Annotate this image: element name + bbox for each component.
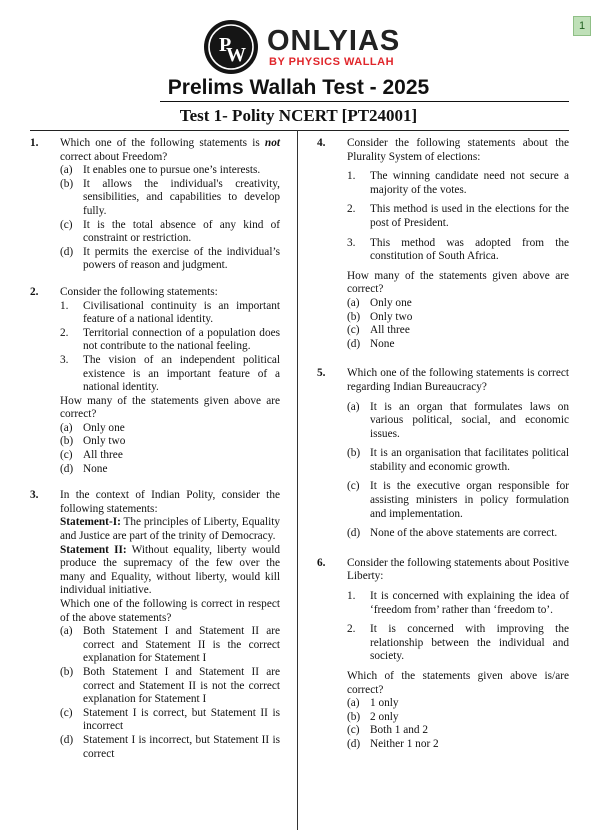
option-label: (b) [347,447,361,460]
question-3 [30,489,280,761]
statement-label: 1. [347,170,356,183]
option-label: (d) [60,462,74,475]
question-number: 5. [317,367,326,380]
option-label: (a) [347,296,360,309]
option-label: (a) [60,164,73,177]
option-label: (a) [60,421,73,434]
option-text: 1 only [370,697,399,710]
page-subtitle: Test 1- Polity NCERT [PT24001] [179,106,418,125]
statement-label: 3. [347,236,356,249]
option-label: (c) [347,480,360,493]
statement-text: The winning candidate need not secure a majority of the votes. [370,170,569,196]
question-5 [317,367,569,541]
option-text: None [83,462,108,475]
option [60,666,280,707]
option-text: It is an organ that formulates laws on various political, social, and economic issues. [370,400,569,440]
option [60,178,280,219]
option [347,480,569,521]
page-number-badge: 1 [573,16,591,36]
option-text: Both Statement I and Statement II are correct and Statement II is the correct explanation for Statement I [83,625,280,665]
option-label: (c) [60,449,73,462]
option [347,724,569,738]
statement-label: 3. [60,353,69,366]
statement [60,300,280,327]
page-title: Prelims Wallah Test - 2025 [167,76,430,99]
statement-label: Statement-I: [60,516,121,529]
question-ask: Which of the statements given above is/are correct? [347,670,569,696]
question-stem: Consider the following statements about Positive Liberty: [347,556,569,583]
stem-part: Which one of the following statements is [60,137,265,149]
title-divider [160,101,569,102]
statement-text: Without equality, liberty would produce the supremacy of the few over the many and Equality, without liberty, would kill individual initiative. [60,543,280,597]
option-label: (a) [347,400,360,413]
option [347,401,569,442]
option-label: (d) [347,337,361,350]
option-label: (d) [60,733,74,746]
option [347,738,569,752]
statement [60,354,280,395]
option-text: All three [83,449,123,462]
statement [347,203,569,230]
option [347,447,569,474]
option-label: (c) [60,706,73,719]
question-ask: How many of the statements given above are correct? [60,394,280,421]
statement-text: Civilisational continuity is an important feature of a national identity. [83,299,280,326]
option [60,164,280,178]
option-text: It allows the individual's creativity, sensibilities, and capabilities to develop fully. [83,177,280,217]
stem-emphasis: not [264,137,280,149]
option-text: Only one [83,421,125,434]
statement-text: Territorial connection of a population does not contribute to the national feeling. [83,326,280,353]
question-stem: In the context of Indian Polity, consider the following statements: [60,489,280,515]
question-ask: Which one of the following is correct in respect of the above statements? [60,598,280,624]
option [347,711,569,725]
question-stem: Consider the following statements: [60,285,218,298]
option-text: Only one [370,296,412,309]
statement-text: The principles of Liberty, Equality and Justice are part of the trinity of Democracy. [60,516,280,543]
option-text: Only two [83,435,126,448]
question-number: 2. [30,285,39,298]
brand-subtitle: BY PHYSICS WALLAH [269,56,395,68]
statement-label: 2. [347,623,356,636]
option [60,435,280,449]
question-1 [30,137,280,273]
question-number: 6. [317,556,326,569]
question-2 [30,286,280,476]
option-label: (a) [347,697,360,710]
option [347,338,569,352]
option [60,707,280,734]
question-stem [60,137,280,164]
question-number: 4. [317,137,326,149]
question-stem: Which one of the following statements is correct regarding Indian Bureaucracy? [347,367,569,393]
option-text: All three [370,324,410,337]
option [347,311,569,325]
option [347,324,569,338]
option-text: It enables one to pursue one’s interests. [83,164,261,177]
question-stem: Consider the following statements about the Plurality System of elections: [347,137,569,163]
option-label: (b) [347,710,361,723]
svg-text:W: W [226,44,246,66]
stem-part: correct about Freedom? [60,150,168,163]
option-label: (a) [60,625,73,638]
option-label: (d) [347,527,361,540]
option [60,463,280,477]
option-text: None [370,337,395,350]
option-label: (c) [347,724,360,737]
statement [347,170,569,197]
question-6 [317,557,569,752]
statement-2 [60,544,280,598]
option-label: (d) [347,737,361,750]
option [60,422,280,436]
option [347,527,569,541]
statement-text: It is concerned with explaining the idea of ‘freedom from’ rather than ‘freedom to’. [370,590,569,616]
option [60,246,280,273]
option-label: (b) [60,435,74,448]
question-number: 1. [30,137,39,149]
statement [347,237,569,264]
option-text: It permits the exercise of the individual’s powers of reason and judgment. [83,245,280,272]
option-text: Only two [370,310,413,323]
option [60,219,280,246]
statement-text: This method was adopted from the constitution of South Africa. [370,236,569,263]
option [60,734,280,761]
option-text: None of the above statements are correct. [370,527,558,540]
option-label: (d) [60,245,74,258]
option-text: Statement I is incorrect, but Statement II is correct [83,733,280,760]
option-text: It is the executive organ responsible for assisting ministers in policy formulation and implementation. [370,480,569,520]
option-text: Both Statement I and Statement II are correct and Statement II is not the correct explanation for Statement I [83,665,280,706]
statement [347,590,569,617]
statement-text: The vision of an independent political existence is an important feature of a national identity. [83,353,280,394]
header-divider [30,130,569,131]
brand-logo [204,18,400,76]
option-label: (c) [347,324,360,337]
right-column [317,137,569,765]
option-text: Both 1 and 2 [370,724,429,737]
statement-label: 1. [347,590,356,603]
option-label: (c) [60,218,73,231]
option-text: It is an organisation that facilitates political stability and economic growth. [370,447,569,473]
option-text: Neither 1 nor 2 [370,737,439,750]
statement-label: 2. [60,326,69,339]
question-4 [317,137,569,351]
question-number: 3. [30,489,39,502]
option [60,625,280,666]
statement-text: This method is used in the elections for the post of President. [370,203,569,229]
statement-label: Statement II: [60,543,127,556]
option-label: (b) [60,177,74,190]
brand-name: ONLYIAS [267,25,401,57]
option-text: 2 only [370,710,399,723]
statement [60,327,280,354]
option [347,697,569,711]
option-text: Statement I is correct, but Statement II is incorrect [83,706,280,733]
left-column [30,137,280,774]
statement-1 [60,516,280,543]
svg-text:P: P [219,34,232,56]
column-divider [297,130,298,830]
option-label: (b) [347,310,361,323]
statement [347,623,569,664]
statement-text: It is concerned with improving the relationship between the individual and society. [370,623,569,663]
question-ask: How many of the statements given above are correct? [347,269,569,296]
option [347,297,569,311]
option [60,449,280,463]
statement-label: 2. [347,203,356,216]
option-label: (b) [60,665,74,678]
pw-logo-icon [204,20,258,74]
option-text: It is the total absence of any kind of constraint or restriction. [83,218,280,245]
statement-label: 1. [60,299,69,312]
